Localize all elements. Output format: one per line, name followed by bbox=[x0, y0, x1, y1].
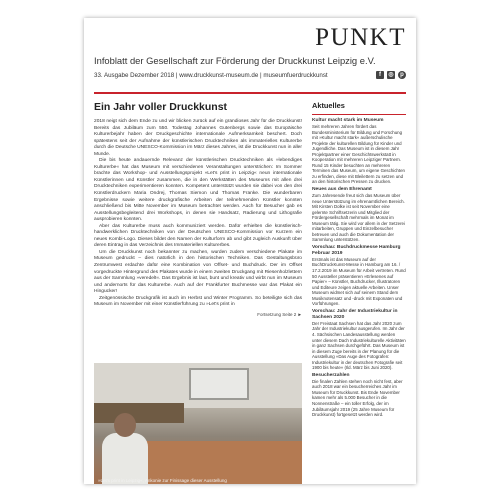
article-paragraph: Um die Druckkunst noch bekannter zu machen, wurden zudem verschiedene Plakate im Museum gedruckt – dies natürlich in den historischen Techniken. Das Gestaltungsbüro Zentrumwest erdachte dafür eine Kombination von Offset- und Buchdruck. Der im Offset vorgedruckte Hintergrund des Plakates wurde in einem zweiten Druckgang mit Riesenholzlettern aus der Sammlung »veredelt«. Das Ergebnis ist laut, bunt und kreativ und wirbt nun im Museum und andernorts für das Kulturerbe. Auch auf der Frankfurter Buchmesse war das Plakat ein Hingucker! bbox=[94, 249, 302, 295]
news-text: Seit mehreren Jahren fördert das Bundesministerium für Bildung und Forschung mit »Kultur macht stark« außerschulische Projekte der kulturellen Bildung für Kinder und Jugendliche. Das Museum ist in diesem Jahr Projektpartner einer Geschichtswerkstatt in Kooperation mit mehreren Leipziger Partnern. Rund 15 Kinder besuchten an mehreren Terminen das Museum, um eigene Geschichten zu erfinden, diese mit Bleilettern zu setzen und an den historischen Pressen zu drucken. bbox=[312, 124, 405, 185]
facebook-icon[interactable]: f bbox=[376, 71, 384, 79]
sidebar-divider bbox=[312, 114, 406, 115]
sidebar-news bbox=[312, 101, 406, 420]
issue-meta bbox=[94, 71, 406, 79]
photo-caption: »Let's print in Leipzig«, Ankonie zur Finissage dieser Ausstellung bbox=[98, 478, 227, 483]
news-heading: Besucherzahlen bbox=[312, 372, 350, 378]
news-text: Der Freistaat Sachsen hat das Jahr 2020 zum Jahr der Industriekultur ausgerufen. Im Jahr der 4. Sächsischen Landesausstellung werden unter diesem Dach Industriekulturelle Aktivitäten in ganz Sachsen durchgeführt. Das Museum ist in diesem Zuge bereits in der Planung für die Ausstellung »Das Auge des Fotografen: Industriekultur in der deutschen Fotografie seit 1900 bis heute« (Ild. März bis Juni 2020). bbox=[312, 320, 406, 371]
news-text: Erstmals ist das Museum auf der BuchDruckKunst-Messe in Hamburg am 16. / 17.2.2019 im Museum für Arbeit vertreten. Rund 50 Aussteller präsentieren »Erlesenes auf Papier« – Künstler, Buchdrucker, Illustratoren und Editeure zeigen aktuelle Arbeiten. Unser Museum widmet sich auf seinem Stand dem Musiknotensatz und -druck mit Exponaten und Vorführungen. bbox=[312, 256, 406, 307]
article-photo bbox=[94, 363, 302, 484]
newsletter-page bbox=[84, 18, 416, 484]
photo-window bbox=[189, 368, 249, 400]
photo-person-head bbox=[114, 413, 136, 437]
news-text: Zum Jahresende freut sich das Museum über neue Unterstützung im ehrenamtlichen Bereich. Mit Kirsten Dolke ist seit November eine gelernte Schriftsetzerin und Mitglied der Fördergesellschaft mehrmals im Monat im Museum tätig. Sie wird vor allem in der Setzerei mitarbeiten, Gruppen und Einzelbesucher betreuen und auch die Dokumentation der Sammlung unterstützen. bbox=[312, 193, 405, 243]
instagram-icon[interactable]: ◎ bbox=[388, 72, 394, 78]
news-heading: Vorschau: Buchdruckmesse Hamburg Februar 2019 bbox=[312, 244, 401, 256]
logo: PUNKT bbox=[315, 24, 406, 51]
article-paragraph: Zeitgenössische Druckgrafik ist auch im Herbst und Winter Programm. So beteiligte sich das Museum im November mit einer Künstlerführung zu »Let's print in bbox=[94, 295, 302, 308]
article-title: Ein Jahr voller Druckkunst bbox=[94, 101, 228, 113]
continued-link[interactable]: Fortsetzung Seite 2 ► bbox=[257, 311, 302, 317]
sidebar-title: Aktuelles bbox=[312, 101, 345, 110]
social-icons bbox=[376, 71, 406, 79]
news-text: Die finalen Zahlen stehen noch nicht fest, aber auch 2018 war ein besucherreiches Jahr im Museum für Druckkunst. Bis Ende November kamen mehr als 5.000 Besucher in die Nonnenstraße – ein toller Erfolg, der im Jubiläumsjahr 2019 (25 Jahre Museum für Druckkunst) fortgesetzt werden wird. bbox=[312, 378, 403, 418]
article-paragraph: Die bis heute andauernde Relevanz der künstlerischen Drucktechniken als »lebendiges Kulturerbe« hat das Museum mit verschiedenen Veranstaltungen unterstrichen: Im Sommer brachte das Workshop- und Ausstellungsprojekt »Let's print in Leipzig« neun internationale Künstlerinnen und Künstler zusammen, die in den Werkstätten des Museums mit allen drei Drucktechniken experimentieren konnten. Kompetent unterstützt wurden sie dabei von den drei Künstlerdruckern Maria Ondrej, Thomas Siemon und Thomas Franke. Die wunderbaren Ergebnisse sowie weitere druckgrafische Arbeiten der teilnehmenden Künstler konnten anschließend bis Mitte November im Museum betrachtet werden. Auch für Besucher gab es Ausstellungsbegleitend drei Workshops, in denen sie Handsatz, Radierung und Lithografie ausprobieren konnten. bbox=[94, 158, 302, 223]
main-article bbox=[94, 101, 302, 317]
photo-person-body bbox=[102, 433, 148, 484]
article-paragraph: Aber das Kulturerbe muss auch kommuniziert werden. Dafür erhielten die künstlerisch-handwerklichen Drucktechniken von der Deutschen UNESCO-Kommission vor Kurzem ein neues Kombi-Logo. Dieses bildet den Namen der Kulturform ab und gibt zugleich Auskunft über deren Eintrag in das Verzeichnis des Immateriellen Kulturerbes. bbox=[94, 223, 302, 249]
pinterest-icon[interactable]: p bbox=[398, 71, 406, 79]
news-heading: Kultur macht stark im Museum bbox=[312, 118, 384, 123]
article-body bbox=[94, 119, 302, 309]
article-paragraph: 2018 neigt sich dem Ende zu und wir blicken zurück auf ein grandioses Jahr für die Druckkunst! Bereits das Jubiläum zum 550. Todestag Johannes Gutenbergs sowie das Europäische Kulturerbejahr haben der Druckgeschichte internationale Aufmerksamkeit beschert. Doch spätestens seit der Aufnahme der künstlerischen Drucktechniken als immaterielles Kulturerbe durch die Deutsche UNESCO-Kommission im März dieses Jahres, ist die Druckkunst nun in aller Munde. bbox=[94, 119, 302, 157]
subtitle: Infoblatt der Gesellschaft zur Förderung der Druckkunst Leipzig e.V. bbox=[94, 55, 376, 66]
header-rule bbox=[94, 92, 406, 94]
masthead bbox=[94, 24, 406, 79]
news-heading: Neues aus dem Ehrenamt bbox=[312, 187, 372, 193]
issue-meta-text: 33. Ausgabe Dezember 2018 | www.druckkunst-museum.de | museumfuerdruckkunst bbox=[94, 71, 328, 79]
photo-shelf bbox=[94, 403, 184, 423]
news-heading: Vorschau: Jahr der Industriekultur in Sachsen 2020 bbox=[312, 308, 398, 320]
